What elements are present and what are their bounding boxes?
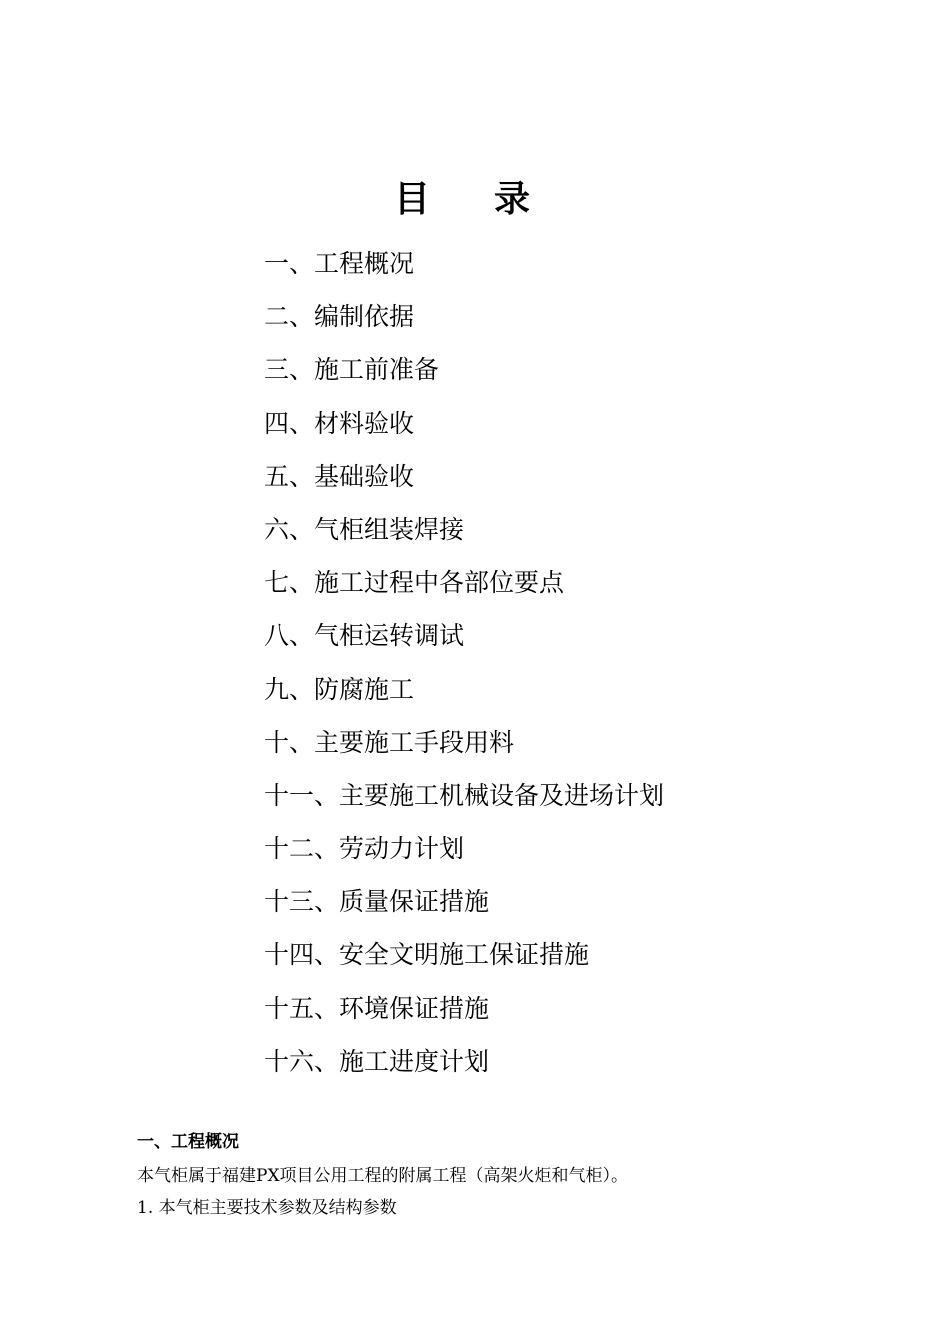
toc-item: 十五、环境保证措施 xyxy=(264,993,490,1023)
toc-item: 十三、质量保证措施 xyxy=(264,887,490,917)
section-heading: 一、工程概况 xyxy=(137,1132,239,1152)
toc-item: 四、材料验收 xyxy=(264,408,415,438)
toc-item: 十六、施工进度计划 xyxy=(264,1046,490,1076)
toc-item: 三、施工前准备 xyxy=(264,355,440,385)
toc-title: 目录 xyxy=(393,179,594,220)
toc-item: 十、主要施工手段用料 xyxy=(264,727,515,757)
toc-item: 十四、安全文明施工保证措施 xyxy=(264,940,590,970)
toc-item: 六、气柜组装焊接 xyxy=(264,514,465,544)
toc-item: 十二、劳动力计划 xyxy=(264,834,465,864)
section-subheading: 1. 本气柜主要技术参数及结构参数 xyxy=(137,1198,397,1218)
toc-item: 二、编制依据 xyxy=(264,302,415,332)
table-of-contents xyxy=(264,244,664,1095)
toc-item: 十一、主要施工机械设备及进场计划 xyxy=(264,780,665,810)
toc-item: 一、工程概况 xyxy=(264,249,415,278)
toc-item: 五、基础验收 xyxy=(264,461,415,491)
toc-item: 七、施工过程中各部位要点 xyxy=(264,568,565,598)
toc-item: 九、防腐施工 xyxy=(264,674,415,704)
toc-item: 八、气柜运转调试 xyxy=(264,621,465,651)
section-paragraph: 本气柜属于福建PX项目公用工程的附属工程（高架火炬和气柜）。 xyxy=(137,1166,629,1186)
